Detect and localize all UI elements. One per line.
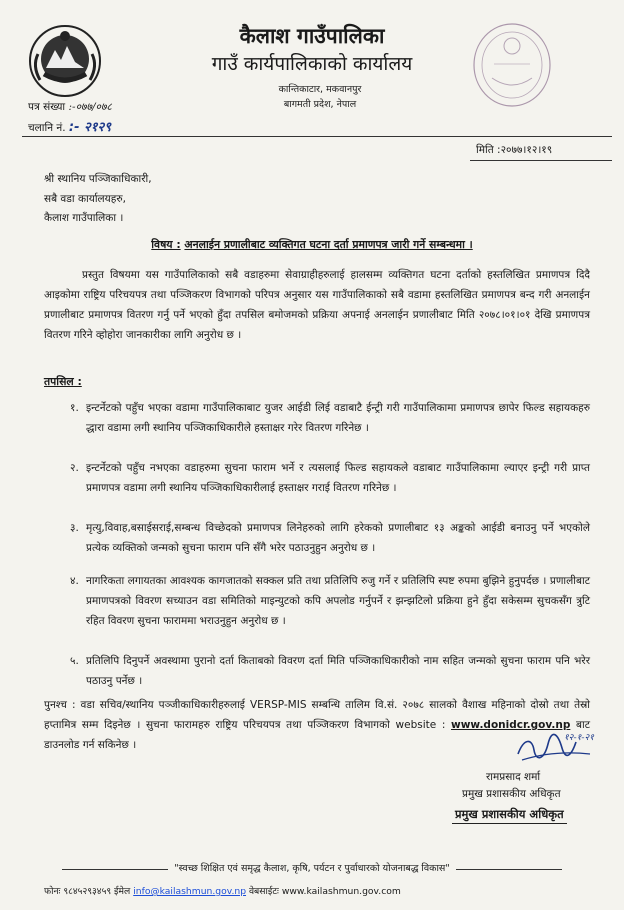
recipient-line: कैलाश गाउँपालिका । <box>44 212 124 224</box>
date-underline <box>470 160 612 161</box>
body-paragraph: प्रस्तुत विषयमा यस गाउँपालिकाको सबै वडाहरुमा सेवाग्राहीहरुलाई हालसम्म व्यक्तिगत घटना दर्ताको हस्तलिखित प्रमाणपत्र दिदै आइकोमा राष्ट्रिय परिचयपत्र तथा पञ्जिकरण विभागको परिपत्र अनुसार यस गाउँपालिकाको सबै वडामा हस्तलिखित प्रमाणपत्र बन्द गरी अनलाईन प्रणालीबाट प्रमाणपत्र वितरण गर्नु पर्ने भएको हुँदा तपसिल बमोजमको प्रक्रिया अपनाई अनलाईन प्रणालीबाट मिति २०७८।०१।०१ देखि प्रमाणपत्र वितरण गरिने व्होहोरा जानकारीका लागि अनुरोध छ । <box>44 269 590 341</box>
list-item-text: प्रतिलिपि दिनुपर्ने अवस्थामा पुरानो दर्ता किताबको विवरण दर्ता मिति पञ्जिकाधिकारीको नाम सहित जन्मको सुचना फाराम पनि भरेर पठाउनु पर्नेछ । <box>86 655 590 687</box>
phone-label: फोनः <box>44 886 61 897</box>
list-item <box>62 519 590 559</box>
tapsil-heading: तपसिल : <box>44 375 82 388</box>
municipality-name: कैलाश गाउँपालिका <box>239 24 385 48</box>
postscript-tail: बाट डाउनलोड गर्न सकिनेछ । <box>44 718 591 751</box>
website-label: website : <box>395 718 446 731</box>
postscript-note <box>44 696 590 755</box>
list-item-number: २. <box>70 462 79 474</box>
handwritten-signature-icon <box>514 724 596 768</box>
office-seal-icon <box>470 20 554 110</box>
signatory-stamp: प्रमुख प्रशासकीय अधिकृत <box>452 806 567 824</box>
list-item <box>62 652 590 692</box>
signatory-title: प्रमुख प्रशासकीय अधिकृत <box>462 788 561 800</box>
list-item-number: ४. <box>70 575 79 587</box>
list-item <box>62 459 590 499</box>
list-item <box>62 572 590 631</box>
email-label: ईमेल <box>114 886 131 897</box>
dispatch-number <box>28 117 111 135</box>
list-item-number: १. <box>70 402 79 414</box>
recipient-line: सबै वडा कार्यालयहरु, <box>44 192 126 205</box>
list-item-text: मृत्यु,विवाह,बसाईसराई,सम्बन्ध विच्छेदको प्रमाणपत्र लिनेहरुको लागि हरेकको प्रणालीबाट १३ अङ्कको आईडी बनाउनु पर्ने भएकोले प्रत्येक व्यक्तिको जन्मको सुचना फाराम पनि सँगै भरेर पठाउनुहुन अनुरोध छ । <box>86 522 590 554</box>
website-link[interactable]: www.donidcr.gov.np <box>451 718 571 731</box>
signatory-name: रामप्रसाद शर्मा <box>486 771 541 783</box>
motto-text: "स्वच्छ शिक्षित एवं समृद्ध कैलाश, कृषि, पर्यटन र पुर्वाधारको योजनाबद्ध विकास" <box>168 863 455 874</box>
reference-number <box>28 100 112 114</box>
date-label: मिति <box>476 144 494 156</box>
postscript-text: पुनश्च : वडा सचिव/स्थानिय पञ्जीकाधिकारीहरुलाई VERSP-MIS सम्बन्धि तालिम वि.सं. २०७८ सालको वैशाख महिनाको दोस्रो तथा तेस्रो हप्तामित्र सम्म दिइनेछ । सुचना फारामहरु राष्ट्रिय परिचयपत्र तथा पञ्जिकरण विभागको <box>44 699 590 731</box>
recipient-block <box>44 170 152 229</box>
subject-line <box>0 237 624 252</box>
footer-contact <box>44 884 401 897</box>
list-item-text: इन्टर्नेटको पहुँच नभएका वडाहरुमा सुचना फाराम भर्ने र त्यसलाई फिल्ड सहायकले वडाबाट गाउँपालिकामा ल्याएर इन्ट्री गरी प्राप्त प्रमाणपत्र वडामा लगी स्थानिय पञ्जिकाधिकारीलाई हस्ताक्षर गराई वितरण गरिनेछ । <box>86 462 590 494</box>
dispatch-label: चलानि नं. <box>28 122 66 134</box>
subject-text: अनलाईन प्रणालीबाट व्यक्तिगत घटना दर्ता प्रमाणपत्र जारी गर्ने सम्बन्धमा । <box>184 238 473 251</box>
list-item-number: ३. <box>70 522 79 534</box>
footer-motto <box>0 861 624 874</box>
list-item <box>62 399 590 439</box>
address-line-2: बागमती प्रदेश, नेपाल <box>283 99 357 110</box>
dispatch-value: :- २१२९ <box>68 120 112 135</box>
signature-date: १२-१-२१ <box>564 733 594 743</box>
address-line-1: कान्तिकाटार, मकवानपुर <box>278 84 362 95</box>
list-item-number: ५. <box>70 655 79 667</box>
phone-number: ९८४५२९३४५९ <box>63 886 112 897</box>
letter-date <box>476 143 552 157</box>
reference-label: पत्र संख्या <box>28 101 66 113</box>
web-link[interactable]: www.kailashmun.gov.com <box>281 886 401 897</box>
list-item-text: नागरिकता लगायतका आवश्यक कागजातको सक्कल प्रति तथा प्रतिलिपि रुजु गर्ने र प्रतिलिपि स्पष्ट रुपमा बुझिने हुनुपर्दछ । प्रणालीबाट प्रमाणपत्रको विवरण सच्याउन वडा समितिको माइन्युटको कपि अपलोड गर्नुपर्ने र झन्झटिलो प्रक्रिया हुने हुँदा सकेसम्म सुचकसँग त्रुटि रहित विवरण सुचना फाराममा भराउनुहुन अनुरोध छ । <box>86 575 590 627</box>
web-label: वेबसाईटः <box>248 886 279 897</box>
recipient-line: श्री स्थानिय पञ्जिकाधिकारी, <box>44 173 152 185</box>
office-name: गाउँ कार्यपालिकाको कार्यालय <box>211 53 413 75</box>
email-link[interactable]: info@kailashmun.gov.np <box>133 886 247 897</box>
subject-label: विषय : <box>151 238 181 251</box>
reference-value: :-०७७/०७८ <box>68 101 112 113</box>
list-item-text: इन्टर्नेटको पहुँच भएका वडामा गाउँपालिकाबाट युजर आईडी लिई वडाबाटै ईन्ट्री गरी गाउँपालिकामा प्रमाणपत्र छापेर फिल्ड सहायकहरु द्धारा वडामा लगी स्थानिय पञ्जिकाधिकारीले हस्ताक्षर गरेर वितरण गरिनेछ । <box>86 402 590 434</box>
date-value: :२०७७।१२।१९ <box>497 144 553 156</box>
header-divider <box>22 136 612 137</box>
